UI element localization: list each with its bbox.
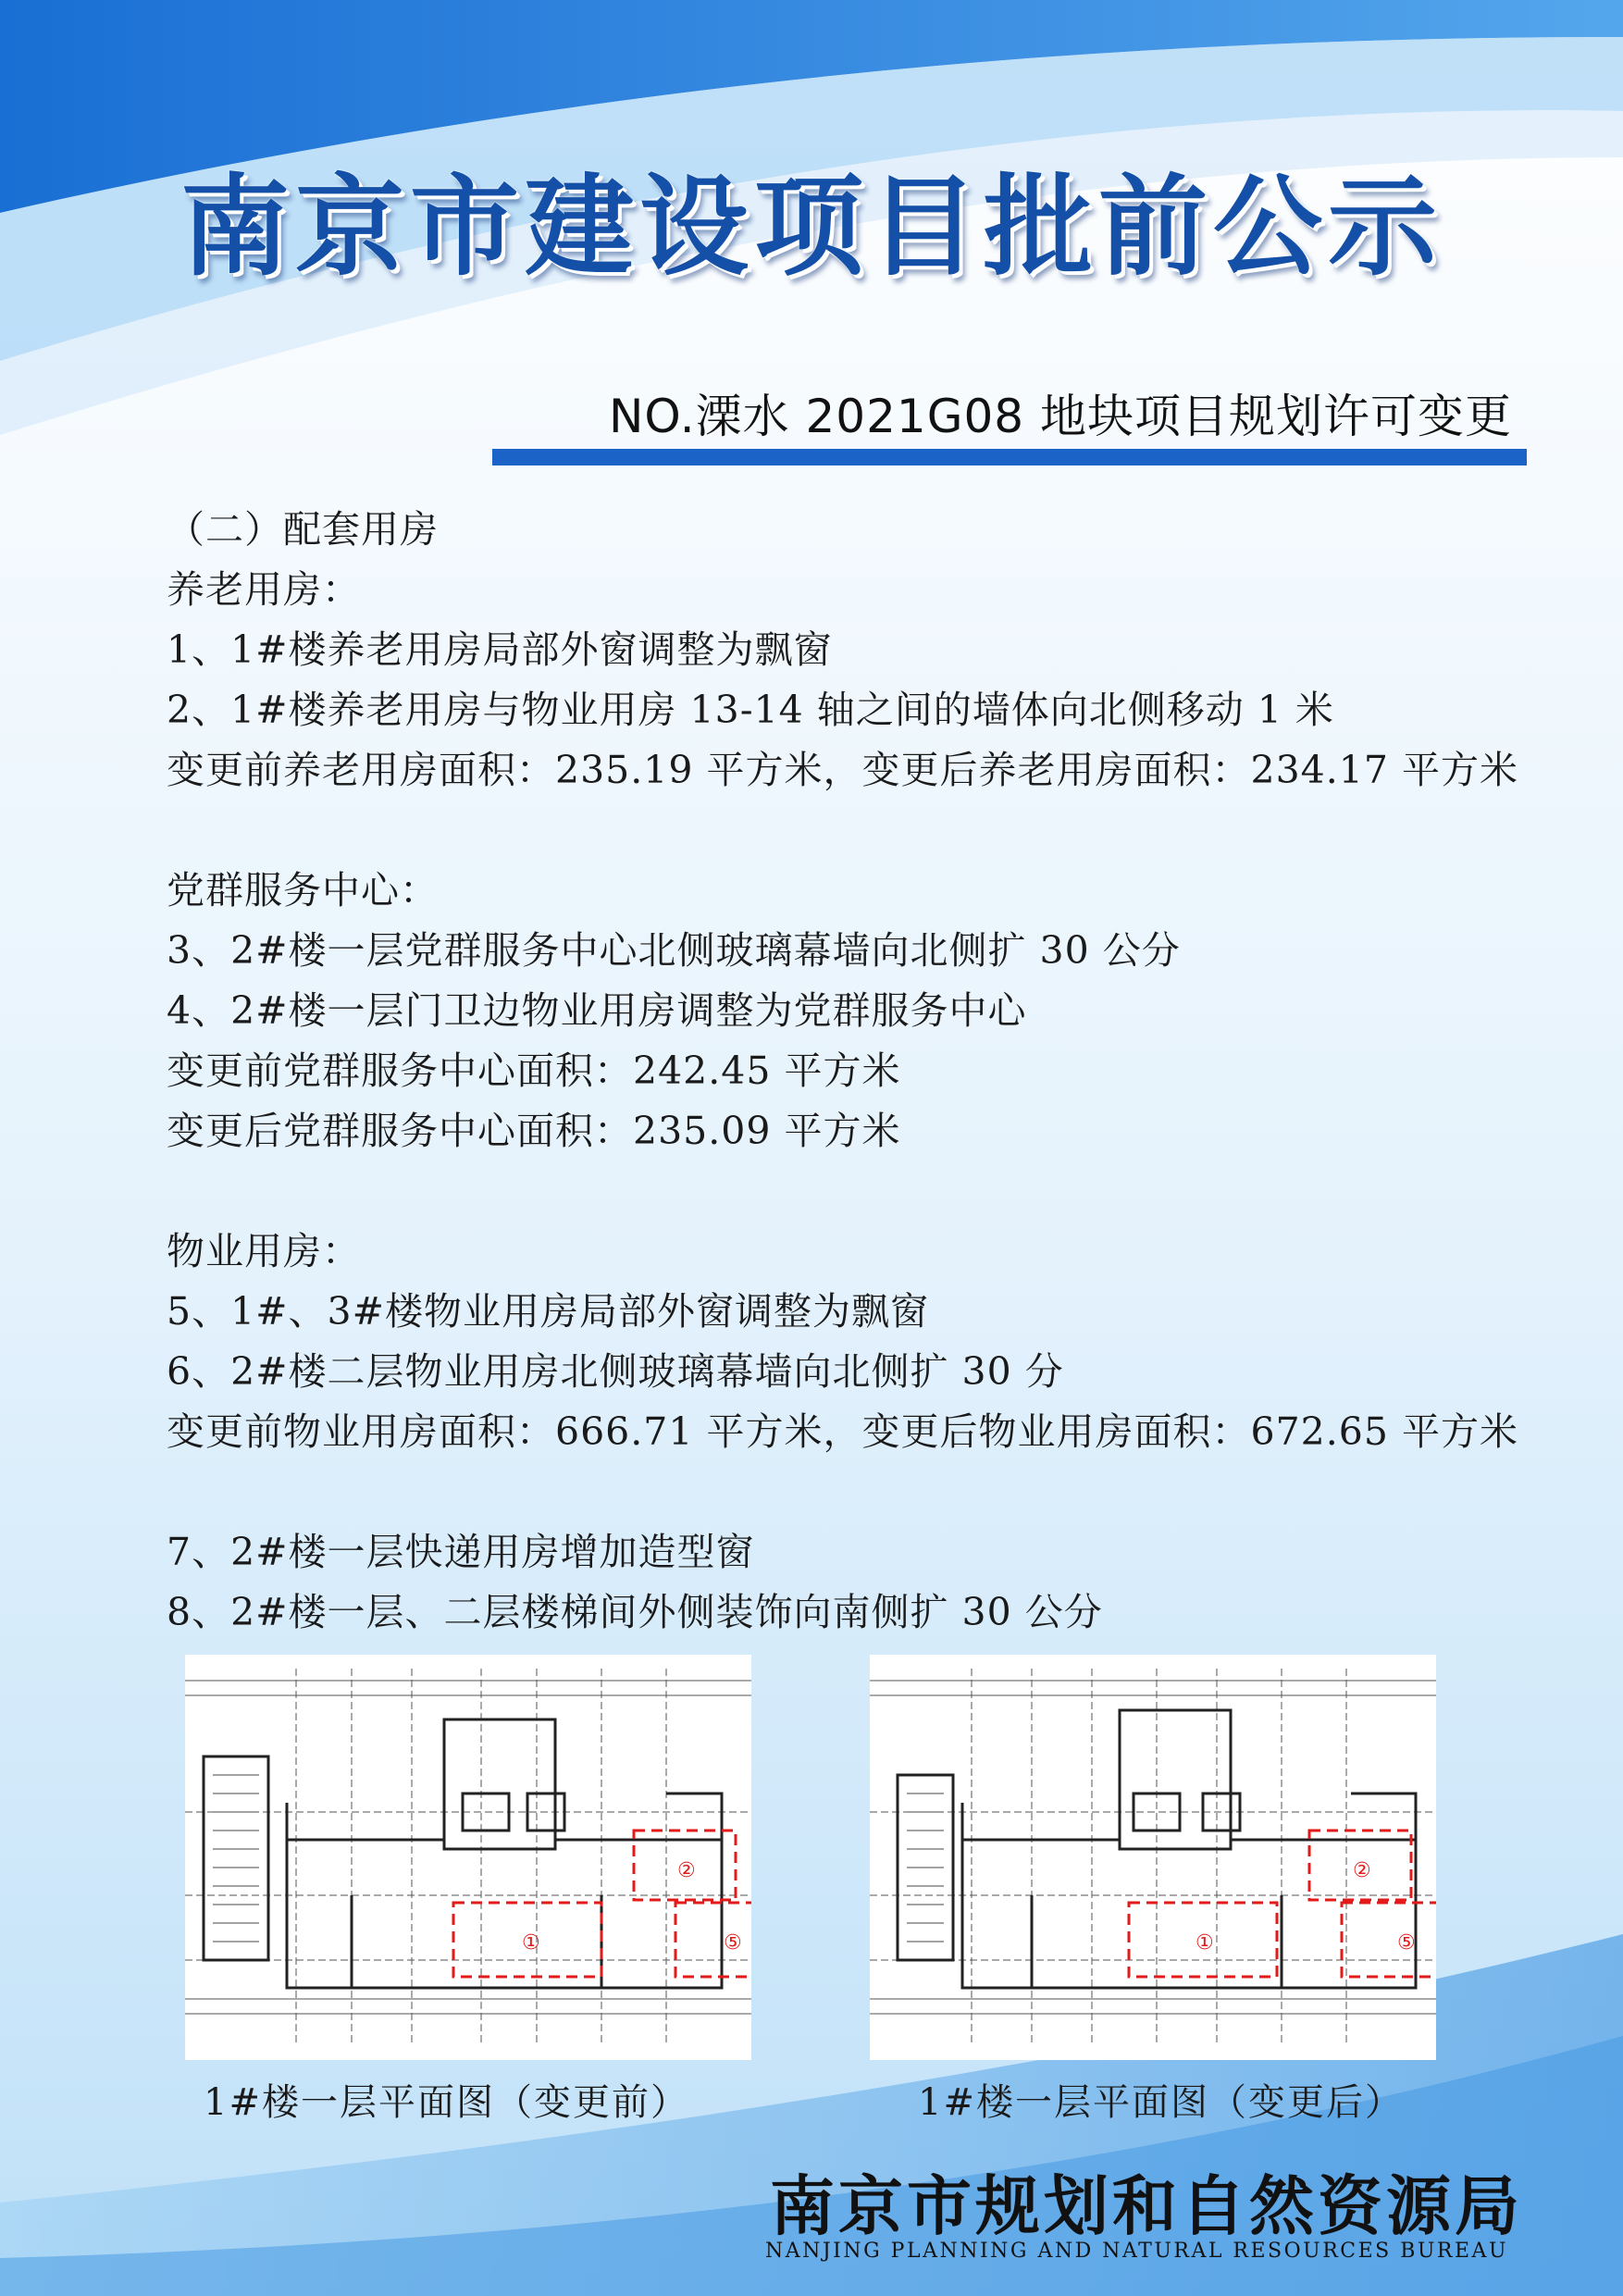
body-line: 变更前物业用房面积：666.71 平方米，变更后物业用房面积：672.65 平方米 bbox=[167, 1409, 1518, 1454]
page-title: 南京市建设项目批前公示 bbox=[180, 162, 1443, 291]
body-line: 1、1#楼养老用房局部外窗调整为飘窗 bbox=[167, 627, 833, 672]
body-line: （二）配套用房 bbox=[167, 507, 439, 552]
body-line: 6、2#楼二层物业用房北侧玻璃幕墙向北侧扩 30 分 bbox=[167, 1349, 1064, 1394]
issuer-name-cn: 南京市规划和自然资源局 bbox=[770, 2167, 1523, 2244]
body-line: 变更前养老用房面积：235.19 平方米，变更后养老用房面积：234.17 平方米 bbox=[167, 748, 1518, 792]
body-line bbox=[167, 1161, 1518, 1222]
title-underline-bar bbox=[492, 449, 1527, 465]
figure-caption-after: 1#楼一层平面图（变更后） bbox=[918, 2081, 1404, 2124]
body-line: 8、2#楼一层、二层楼梯间外侧装饰向南侧扩 30 公分 bbox=[167, 1590, 1103, 1634]
floor-plan-drawing bbox=[870, 1655, 1436, 2060]
body-line: 4、2#楼一层门卫边物业用房调整为党群服务中心 bbox=[167, 988, 1027, 1033]
marker-2: ② bbox=[1353, 1859, 1371, 1882]
announcement-number: NO.溧水 2021G08 地块项目规划许可变更 bbox=[608, 390, 1512, 443]
floor-plan-drawing bbox=[185, 1655, 751, 2060]
marker-1: ① bbox=[522, 1931, 540, 1955]
announcement-body bbox=[167, 500, 1518, 1643]
body-line: 5、1#、3#楼物业用房局部外窗调整为飘窗 bbox=[167, 1289, 929, 1334]
marker-2: ② bbox=[677, 1859, 696, 1882]
body-line: 养老用房： bbox=[167, 567, 361, 612]
marker-5: ⑤ bbox=[724, 1931, 742, 1955]
marker-1: ① bbox=[1196, 1931, 1214, 1955]
body-line: 物业用房： bbox=[167, 1229, 361, 1273]
body-line: 党群服务中心： bbox=[167, 868, 439, 912]
floor-plan-after bbox=[870, 1655, 1436, 2060]
figure-caption-before: 1#楼一层平面图（变更前） bbox=[204, 2081, 689, 2124]
body-line: 7、2#楼一层快递用房增加造型窗 bbox=[167, 1530, 755, 1574]
body-line bbox=[167, 800, 1518, 861]
body-line: 变更前党群服务中心面积：242.45 平方米 bbox=[167, 1049, 901, 1093]
floor-plan-before bbox=[185, 1655, 751, 2060]
marker-5: ⑤ bbox=[1397, 1931, 1416, 1955]
body-line bbox=[167, 1462, 1518, 1522]
body-line: 3、2#楼一层党群服务中心北侧玻璃幕墙向北侧扩 30 公分 bbox=[167, 928, 1181, 973]
body-line: 变更后党群服务中心面积：235.09 平方米 bbox=[167, 1109, 901, 1153]
issuer-name-en: NANJING PLANNING AND NATURAL RESOURCES BUREAU bbox=[764, 2240, 1508, 2263]
body-line: 2、1#楼养老用房与物业用房 13-14 轴之间的墙体向北侧移动 1 米 bbox=[167, 688, 1334, 732]
